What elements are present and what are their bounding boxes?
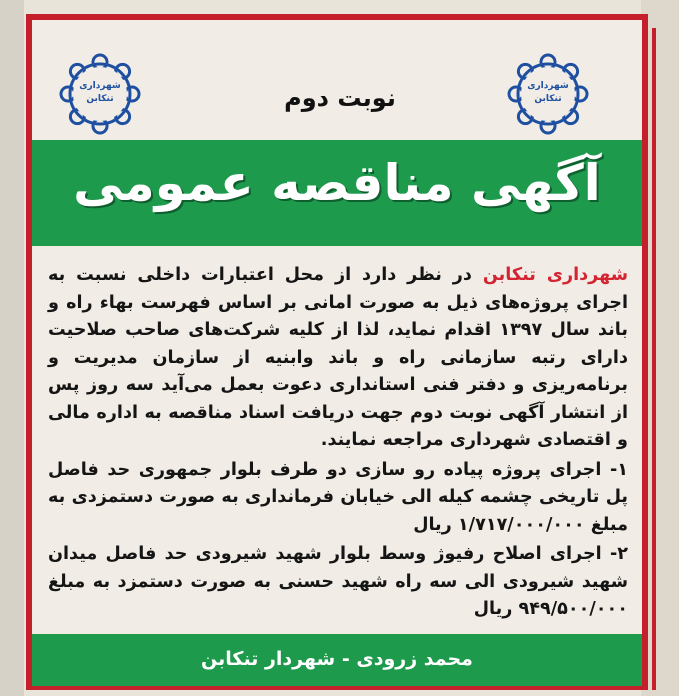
- adjacent-paper-left: [0, 0, 24, 696]
- intro-text: در نظر دارد از محل اعتبارات داخلی نسبت به اجرای پروژه‌های ذیل به صورت امانی بر اساس فهرست بهاء راه و باند سال ۱۳۹۷ اقدام نماید، لذا از کلیه شرکت‌های صاحب صلاحیت دارای رتبه سازمانی راه و باند وابنیه از سازمان مدیریت و برنامه‌ریزی و دفتر فنی استانداری دعوت بعمل می‌آید سه روز پس از انتشار آگهی نوبت دوم جهت دریافت اسناد مناقصه به اداره مالی و اقتصادی شهرداری مراجعه نمایند.: [48, 265, 629, 450]
- intro-paragraph: [48, 262, 628, 455]
- organization-name: شهرداری تنکابن: [482, 265, 628, 285]
- logo-label-line2: تنکابن: [534, 94, 562, 104]
- notice-body: [48, 262, 628, 624]
- project-item-2: ۲- اجرای اصلاح رفیوژ وسط بلوار شهید شیرودی حد فاصل میدان شهید شیرودی الی سه راه شهید حسنی به صورت دستمزد به مبلغ ۹۴۹/۵۰۰/۰۰۰ ریال: [48, 544, 628, 619]
- project-item-1: ۱- اجرای پروژه پیاده رو سازی دو طرف بلوار جمهوری حد فاصل پل تاریخی چشمه کیله الی خیابان فرمانداری به صورت دستمزدی به مبلغ ۱/۷۱۷/۰۰۰/۰۰۰ ریال: [48, 459, 628, 535]
- logo-label-line1: شهرداری: [527, 81, 569, 91]
- logo-label: [58, 80, 142, 106]
- neighbor-frame-strip: [652, 28, 662, 690]
- round-label: نوبت دوم: [284, 84, 396, 112]
- municipality-logo-left: [58, 52, 142, 136]
- title-banner: [32, 140, 642, 246]
- logo-label-line1: شهرداری: [79, 81, 121, 91]
- logo-label-line2: تنکابن: [86, 94, 114, 104]
- signature: محمد زرودی - شهردار تنکابن: [201, 648, 473, 670]
- page-title: آگهی مناقصه عمومی: [73, 154, 601, 212]
- footer-banner: [32, 634, 642, 686]
